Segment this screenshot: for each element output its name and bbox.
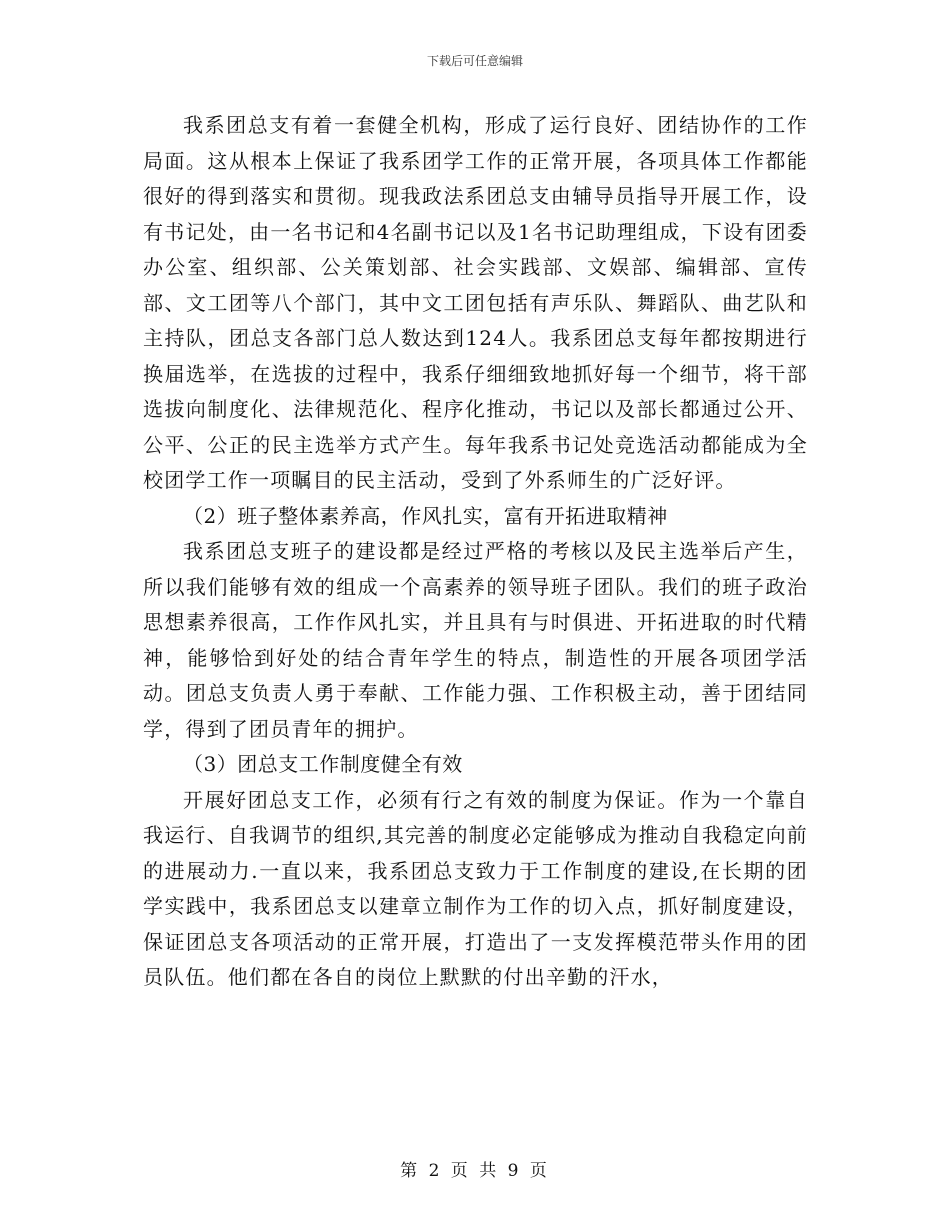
paragraph-leadership: 我系团总支班子的建设都是经过严格的考核以及民主选举后产生，所以我们能够有效的组成一个高素养的领导班子团队。我们的班子政治思想素养很高，工作作风扎实，并且具有与时俱进、开拓进取的时代精神，能够恰到好处的结合青年学生的特点，制造性的开展各项团学活动。团总支负责人勇于奉献、工作能力强、工作积极主动，善于团结同学，得到了团员青年的拥护。	[143, 539, 808, 741]
subheading-system: （3）团总支工作制度健全有效	[183, 752, 463, 776]
page-footer: 第 2 页 共 9 页	[400, 1161, 550, 1181]
paragraph-system: 开展好团总支工作，必须有行之有效的制度为保证。作为一个靠自我运行、自我调节的组织,其完善的制度必定能够成为推动自我稳定向前的进展动力.一直以来，我系团总支致力于工作制度的建设,在长期的团学实践中，我系团总支以建章立制作为工作的切入点，抓好制度建设，保证团总支各项活动的正常开展，打造出了一支发挥模范带头作用的团员队伍。他们都在各自的岗位上默默的付出辛勤的汗水，	[143, 787, 808, 989]
document-body	[143, 108, 808, 996]
subheading-leadership: （2）班子整体素养高，作风扎实，富有开拓进取精神	[183, 503, 668, 528]
paragraph-organization: 我系团总支有着一套健全机构，形成了运行良好、团结协作的工作局面。这从根本上保证了我系团学工作的正常开展，各项具体工作都能很好的得到落实和贯彻。现我政法系团总支由辅导员指导开展工作，设有书记处，由一名书记和4名副书记以及1名书记助理组成，下设有团委办公室、组织部、公关策划部、社会实践部、文娱部、编辑部、宣传部、文工团等八个部门，其中文工团包括有声乐队、舞蹈队、曲艺队和主持队，团总支各部门总人数达到124人。我系团总支每年都按期进行换届选举，在选拔的过程中，我系仔细细致地抓好每一个细节，将干部选拔向制度化、法律规范化、程序化推动，书记以及部长都通过公开、公平、公正的民主选举方式产生。每年我系书记处竞选活动都能成为全校团学工作一项瞩目的民主活动，受到了外系师生的广泛好评。	[143, 113, 808, 492]
page-header: 下载后可任意编辑	[426, 54, 523, 68]
